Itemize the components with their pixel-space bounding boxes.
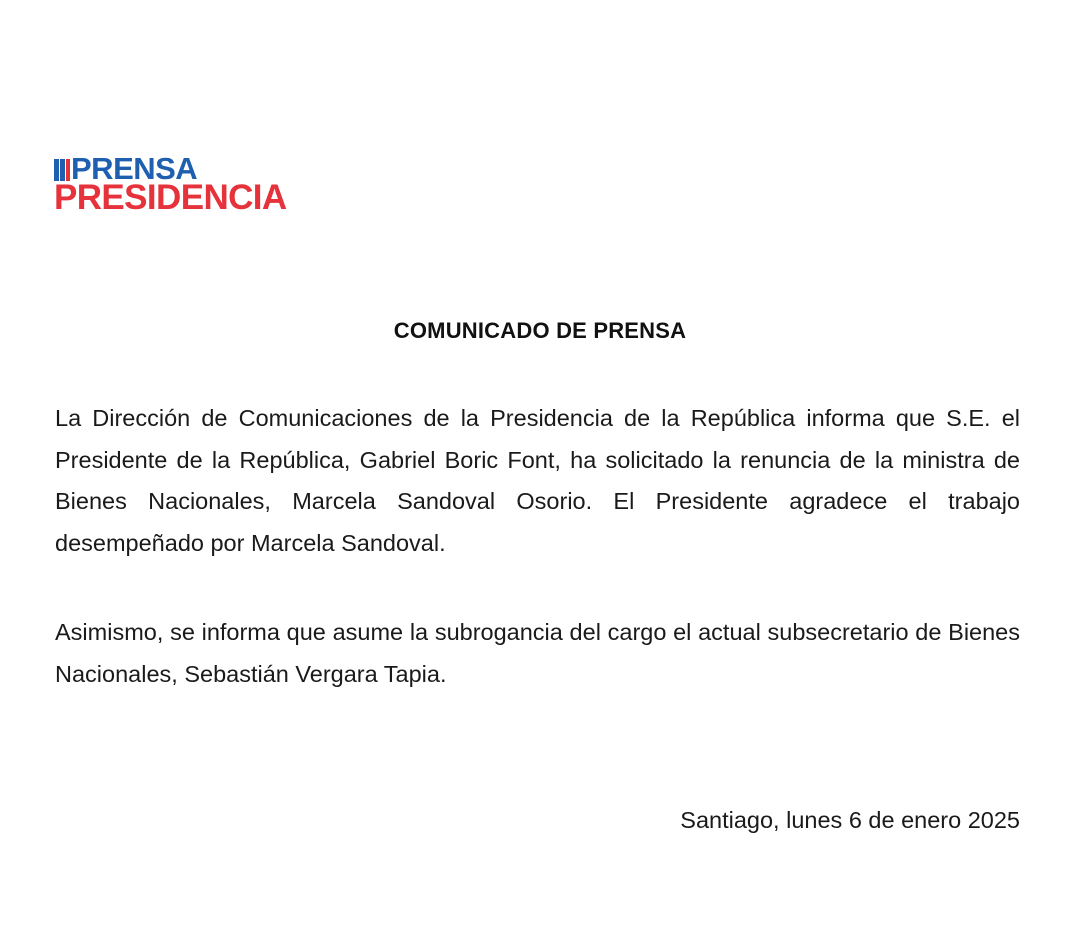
prensa-presidencia-logo bbox=[54, 151, 304, 218]
document-title: COMUNICADO DE PRENSA bbox=[393, 318, 687, 343]
body-paragraph-2: Asimismo, se informa que asume la subrogancia del cargo el actual subsecretario de Bienes Nacionales, Sebastián Vergara Tapia. bbox=[55, 619, 1020, 687]
body-paragraph-1: La Dirección de Comunicaciones de la Presidencia de la República informa que S.E. el Presidente de la República, Gabriel Boric Font, ha solicitado la renuncia de la ministra de Bienes Nacionales, Marcela Sandoval Osorio. El Presidente agradece el trabajo desempeñado por Marcela Sandoval. bbox=[55, 405, 1020, 556]
logo-text-presidencia: PRESIDENCIA bbox=[54, 178, 287, 217]
logo-text-prensa: PRENSA bbox=[71, 151, 198, 186]
place-date-signoff: Santiago, lunes 6 de enero 2025 bbox=[680, 807, 1020, 833]
